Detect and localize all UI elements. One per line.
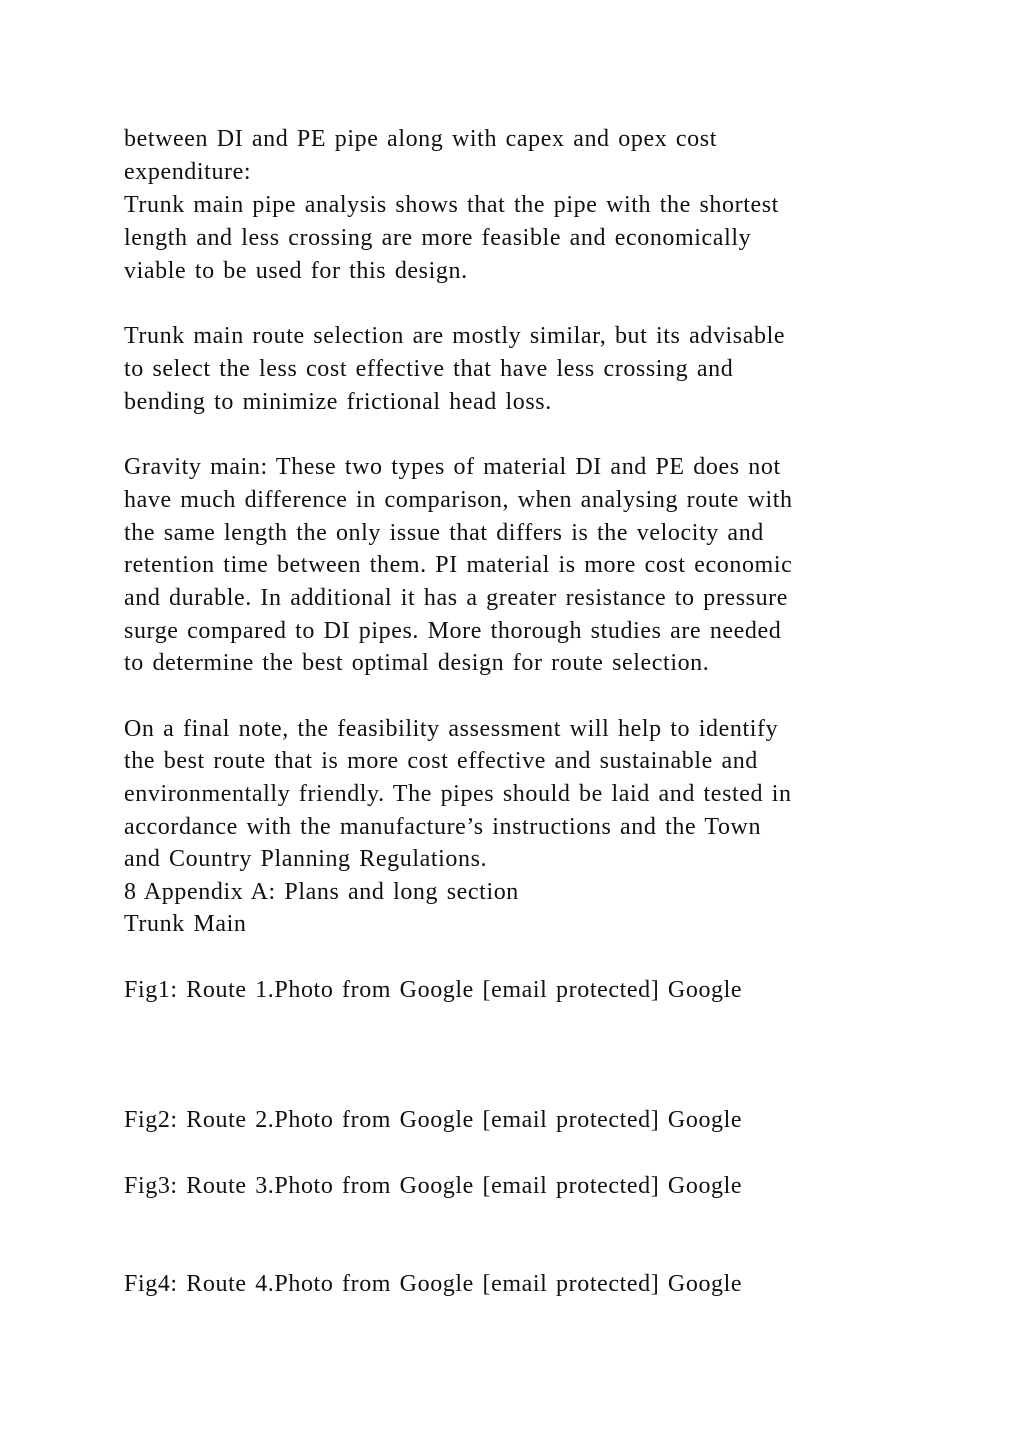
- text-line: environmentally friendly. The pipes should be laid and tested in: [124, 781, 792, 807]
- text-line: to determine the best optimal design for route selection.: [124, 650, 710, 676]
- figure-caption: Fig2: Route 2.Photo from Google [email protected] Google: [124, 1107, 743, 1133]
- text-line: length and less crossing are more feasible and economically: [124, 225, 752, 251]
- section-subheading: Trunk Main: [124, 911, 247, 937]
- text-line: Gravity main: These two types of material DI and PE does not: [124, 454, 781, 480]
- text-line: and Country Planning Regulations.: [124, 846, 488, 872]
- text-line: On a final note, the feasibility assessment will help to identify: [124, 716, 779, 742]
- text-line: expenditure:: [124, 159, 252, 185]
- text-line: accordance with the manufacture’s instructions and the Town: [124, 814, 762, 840]
- text-line: between DI and PE pipe along with capex and opex cost: [124, 126, 717, 152]
- text-line: and durable. In additional it has a greater resistance to pressure: [124, 585, 789, 611]
- appendix-heading: 8 Appendix A: Plans and long section: [124, 879, 519, 905]
- text-line: to select the less cost effective that have less crossing and: [124, 356, 734, 382]
- text-line: viable to be used for this design.: [124, 258, 468, 284]
- text-line: Trunk main route selection are mostly similar, but its advisable: [124, 323, 786, 349]
- text-line: the same length the only issue that differs is the velocity and: [124, 520, 764, 546]
- text-line: have much difference in comparison, when analysing route with: [124, 487, 793, 513]
- figure-caption: Fig1: Route 1.Photo from Google [email protected] Google: [124, 977, 743, 1003]
- text-line: the best route that is more cost effective and sustainable and: [124, 748, 758, 774]
- text-line: bending to minimize frictional head loss.: [124, 389, 552, 415]
- text-line: surge compared to DI pipes. More thorough studies are needed: [124, 618, 782, 644]
- text-line: Trunk main pipe analysis shows that the pipe with the shortest: [124, 192, 779, 218]
- figure-caption: Fig3: Route 3.Photo from Google [email protected] Google: [124, 1173, 743, 1199]
- text-line: retention time between them. PI material is more cost economic: [124, 552, 793, 578]
- figure-caption: Fig4: Route 4.Photo from Google [email protected] Google: [124, 1271, 743, 1297]
